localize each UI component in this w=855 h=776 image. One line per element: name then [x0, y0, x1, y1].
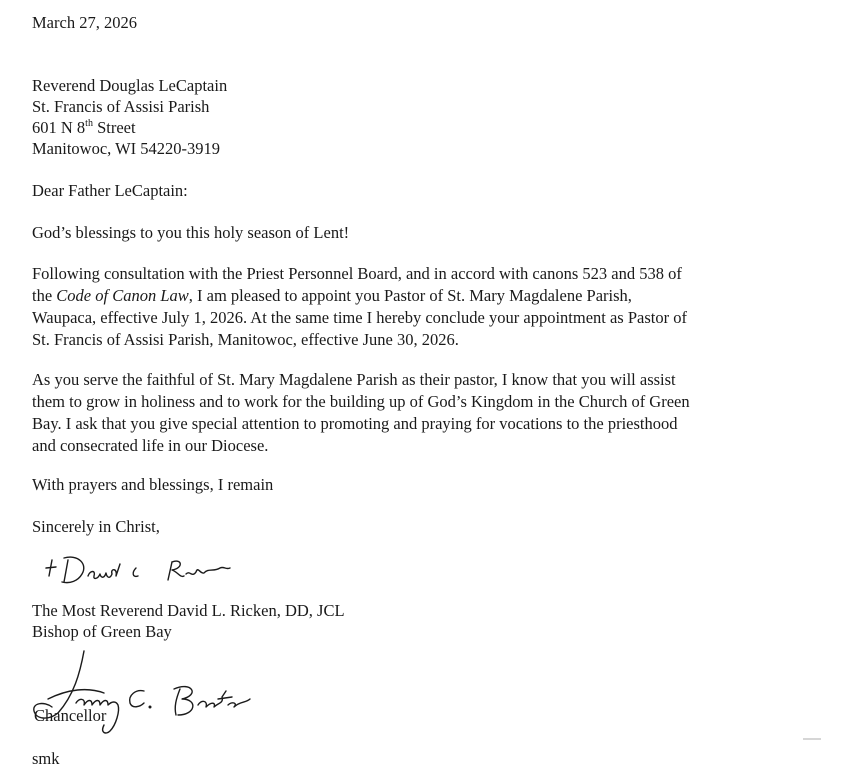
- paragraph-line: Bay. I ask that you give special attention to promoting and praying for vocations to the priesthood: [32, 414, 678, 433]
- salutation: Dear Father LeCaptain:: [32, 181, 188, 200]
- typist-initials: smk: [32, 749, 60, 768]
- letter-date: March 27, 2026: [32, 13, 137, 32]
- code-of-canon-law-title: Code of Canon Law: [56, 286, 189, 305]
- signer-name: The Most Reverend David L. Ricken, DD, JCL: [32, 601, 345, 620]
- prayers-line: With prayers and blessings, I remain: [32, 475, 274, 494]
- paragraph-line: Waupaca, effective July 1, 2026. At the same time I hereby conclude your appointment as Pastor of: [32, 308, 687, 327]
- recipient-name: Reverend Douglas LeCaptain: [32, 76, 228, 95]
- scan-artifact-mark: [803, 738, 821, 740]
- appointment-paragraph: [32, 263, 812, 351]
- recipient-street: [32, 117, 136, 138]
- paragraph-line: and consecrated life in our Diocese.: [32, 436, 269, 455]
- paragraph-line: the Code of Canon Law, I am pleased to appoint you Pastor of St. Mary Magdalene Parish,: [32, 286, 632, 305]
- recipient-parish: St. Francis of Assisi Parish: [32, 97, 210, 116]
- street-suffix: Street: [92, 118, 136, 137]
- paragraph-line: Following consultation with the Priest Personnel Board, and in accord with canons 523 and 538 of: [32, 264, 682, 283]
- street-ordinal: th: [85, 118, 93, 129]
- pastoral-paragraph: [32, 369, 812, 457]
- greeting-line: God’s blessings to you this holy season of Lent!: [32, 223, 350, 242]
- paragraph-line: St. Francis of Assisi Parish, Manitowoc, effective June 30, 2026.: [32, 330, 459, 349]
- bishop-signature: [44, 546, 244, 594]
- paragraph-line: As you serve the faithful of St. Mary Magdalene Parish as their pastor, I know that you will assist: [32, 370, 676, 389]
- signer-title: Bishop of Green Bay: [32, 622, 172, 641]
- chancellor-label: Chancellor: [34, 706, 107, 725]
- street-number: 601 N 8: [32, 118, 86, 137]
- closing-line: Sincerely in Christ,: [32, 517, 160, 536]
- paragraph-line: them to grow in holiness and to work for the building up of God’s Kingdom in the Church of Green: [32, 392, 690, 411]
- recipient-city: Manitowoc, WI 54220-3919: [32, 139, 221, 158]
